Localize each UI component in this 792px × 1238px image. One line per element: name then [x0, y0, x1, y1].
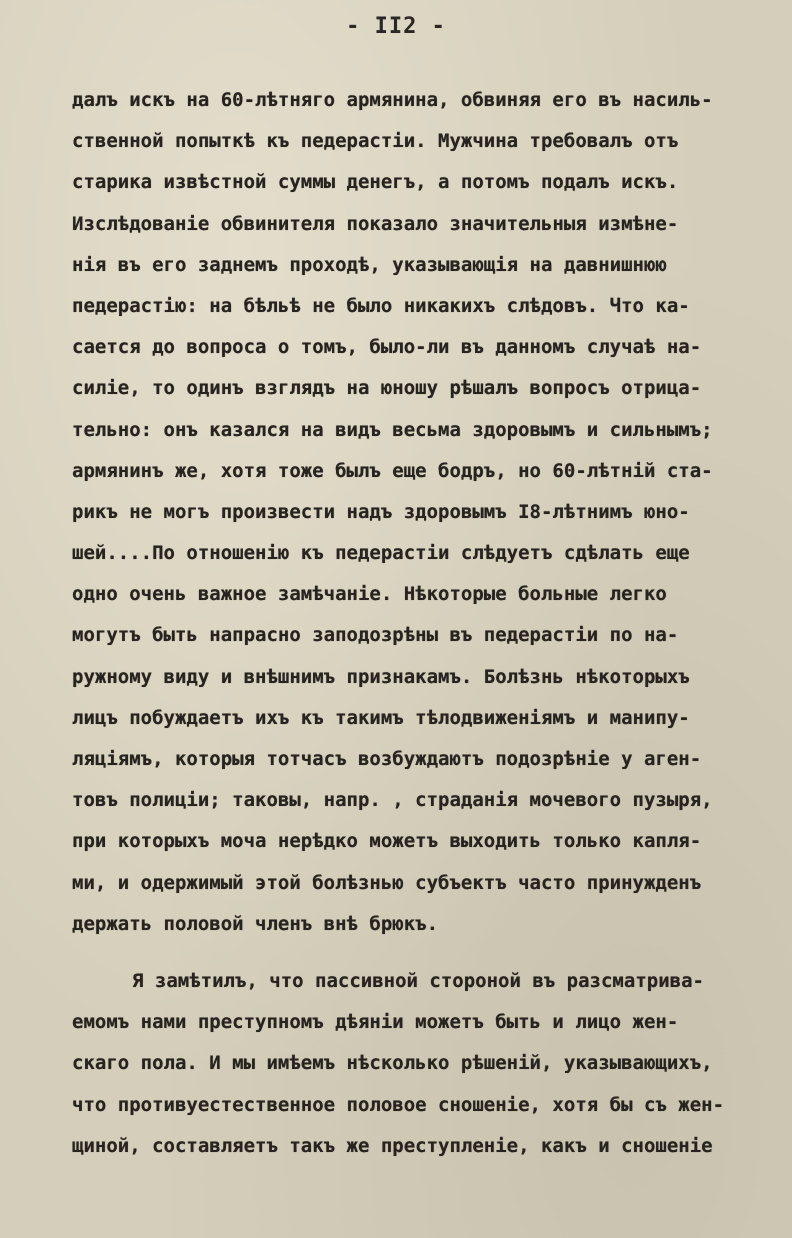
text-line: товъ полиціи; таковы, напр. , страданія мочевого пузыря,	[72, 789, 713, 812]
text-line: ляціямъ, которыя тотчасъ возбуждаютъ подозрѣніе у аген-	[72, 748, 702, 770]
text-line: старика извѣстной суммы денегъ, а потомъ подалъ искъ.	[72, 171, 679, 194]
text-line: что противуестественное половое сношеніе, хотя бы съ жен-	[72, 1093, 725, 1116]
text-line: силіе, то одинъ взглядъ на юношу рѣшалъ вопросъ отрица-	[72, 377, 702, 400]
body-text	[72, 80, 784, 1167]
text-line: шей....По отношенію къ педерастіи слѣдуетъ сдѣлать еще	[72, 542, 690, 565]
text-line: Изслѣдованіе обвинителя показало значительныя измѣне-	[72, 212, 679, 235]
text-line: ми, и одержимый этой болѣзнью субъектъ часто принужденъ	[72, 871, 702, 894]
text-line: армянинъ же, хотя тоже былъ еще бодръ, но 60-лѣтній ста-	[72, 459, 713, 482]
text-line: сается до вопроса о томъ, было-ли въ данномъ случаѣ на-	[72, 336, 702, 359]
text-line: лицъ побуждаетъ ихъ къ такимъ тѣлодвиженіямъ и манипу-	[72, 706, 690, 729]
text-line: тельно: онъ казался на видъ весьма здоровымъ и сильнымъ;	[72, 418, 713, 441]
text-line: могутъ быть напрасно заподозрѣны въ педерастіи по на-	[72, 624, 679, 647]
text-line: при которыхъ моча нерѣдко можетъ выходить только капля-	[72, 830, 702, 853]
text-line: емомъ нами преступномъ дѣяніи можетъ быть и лицо жен-	[72, 1011, 679, 1034]
paragraph-spacer	[72, 945, 784, 961]
text-line: одно очень важное замѣчаніе. Нѣкоторые больные легко	[72, 583, 667, 606]
text-line: рикъ не могъ произвести надъ здоровымъ I8-лѣтнимъ юно-	[72, 500, 690, 523]
text-line: щиной, составляетъ такъ же преступленіе, какъ и сношеніе	[72, 1134, 713, 1157]
text-line: держать половой членъ внѣ брюкъ.	[72, 912, 439, 935]
text-line: ственной попыткѣ къ педерастіи. Мужчина требовалъ отъ	[72, 130, 679, 153]
text-line: нія въ его заднемъ проходѣ, указывающія на давнишнюю	[72, 253, 667, 276]
page-number: - II2 -	[346, 14, 446, 39]
paragraph-2	[72, 961, 784, 1167]
text-line: далъ искъ на 60-лѣтняго армянина, обвиняя его въ насиль-	[72, 89, 713, 111]
text-line: Я замѣтилъ, что пассивной стороной въ разсматрива-	[132, 969, 704, 992]
text-line: педерастію: на бѣльѣ не было никакихъ слѣдовъ. Что ка-	[72, 294, 690, 317]
text-line: скаго пола. И мы имѣемъ нѣсколько рѣшеній, указывающихъ,	[72, 1052, 713, 1075]
paragraph-1	[72, 80, 784, 945]
text-line: ружному виду и внѣшнимъ признакамъ. Болѣзнь нѣкоторыхъ	[72, 665, 690, 688]
